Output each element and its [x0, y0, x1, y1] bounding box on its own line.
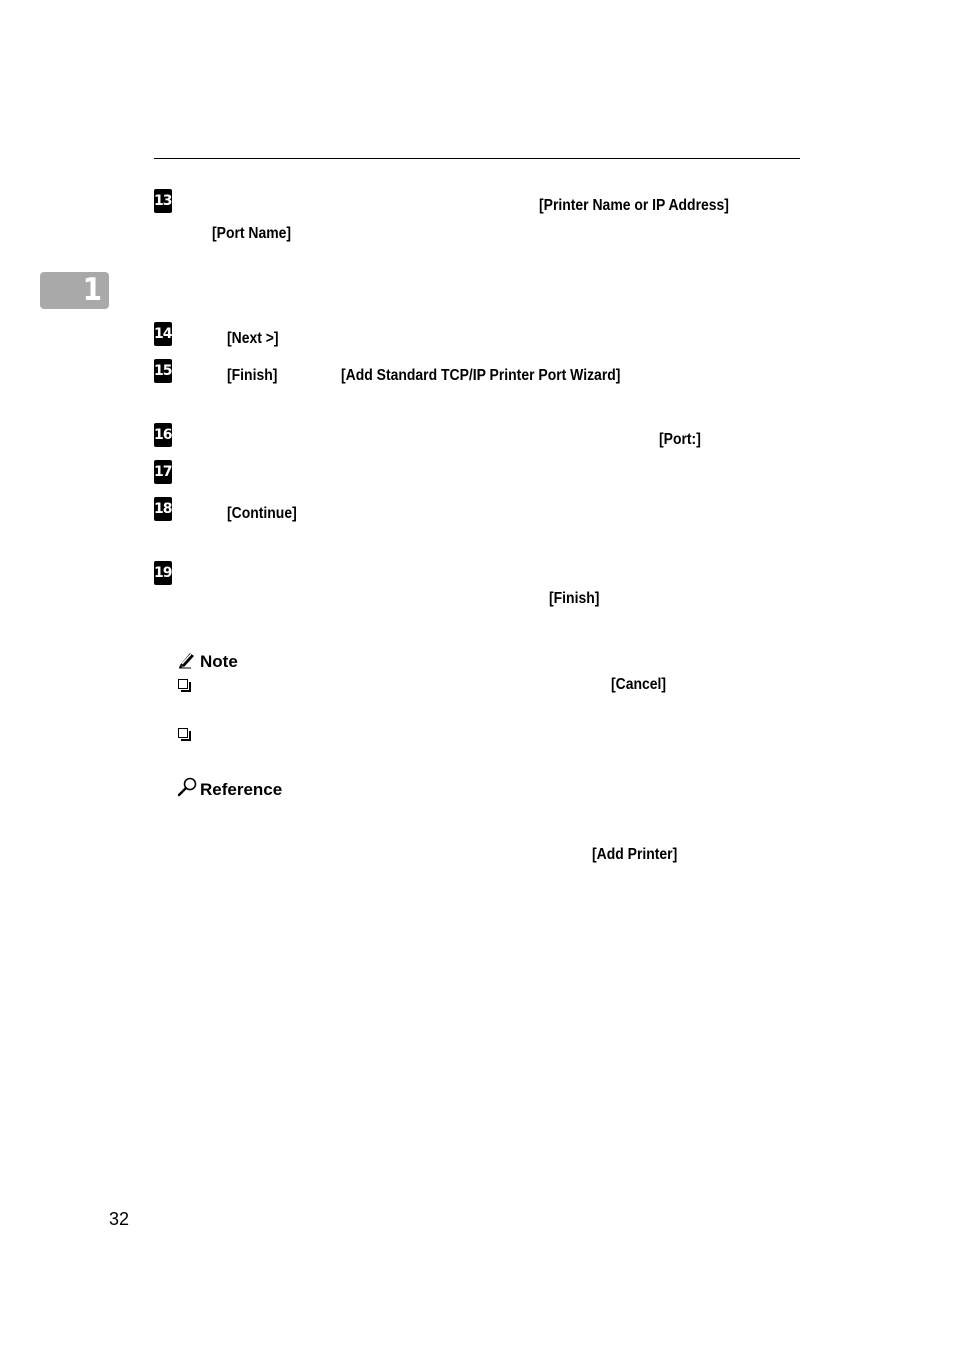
page-number: 32	[109, 1209, 130, 1229]
step-18-marker: 18	[154, 497, 172, 521]
port-label: [Port:]	[659, 431, 701, 448]
port-name-label: [Port Name]	[212, 225, 292, 242]
note-bullet-2	[178, 728, 188, 738]
chapter-tab	[40, 272, 109, 309]
step-19-marker: 19	[154, 561, 172, 585]
step-15-marker: 15	[154, 359, 172, 383]
step-16-marker: 16	[154, 423, 172, 447]
step-17-marker: 17	[154, 460, 172, 484]
chapter-number: 1	[82, 272, 102, 308]
port-wizard-label: [Add Standard TCP/IP Printer Port Wizard]	[341, 367, 621, 384]
cancel-button-label: [Cancel]	[611, 676, 667, 693]
note-bullet-1	[178, 679, 188, 689]
printer-name-or-ip-address-label: [Printer Name or IP Address]	[539, 197, 729, 214]
step-13-marker: 13	[154, 189, 172, 213]
reference-heading: Reference	[200, 780, 283, 799]
next-button-label: [Next >]	[227, 330, 279, 347]
magnifier-icon	[177, 776, 199, 797]
step-14-marker: 14	[154, 322, 172, 346]
header-rule	[154, 158, 800, 159]
continue-button-label: [Continue]	[227, 505, 297, 522]
note-heading: Note	[200, 652, 238, 671]
add-printer-label: [Add Printer]	[592, 846, 678, 863]
finish-button-label: [Finish]	[227, 367, 278, 384]
finish-button-label-2: [Finish]	[549, 590, 600, 607]
pencil-icon	[177, 650, 197, 669]
